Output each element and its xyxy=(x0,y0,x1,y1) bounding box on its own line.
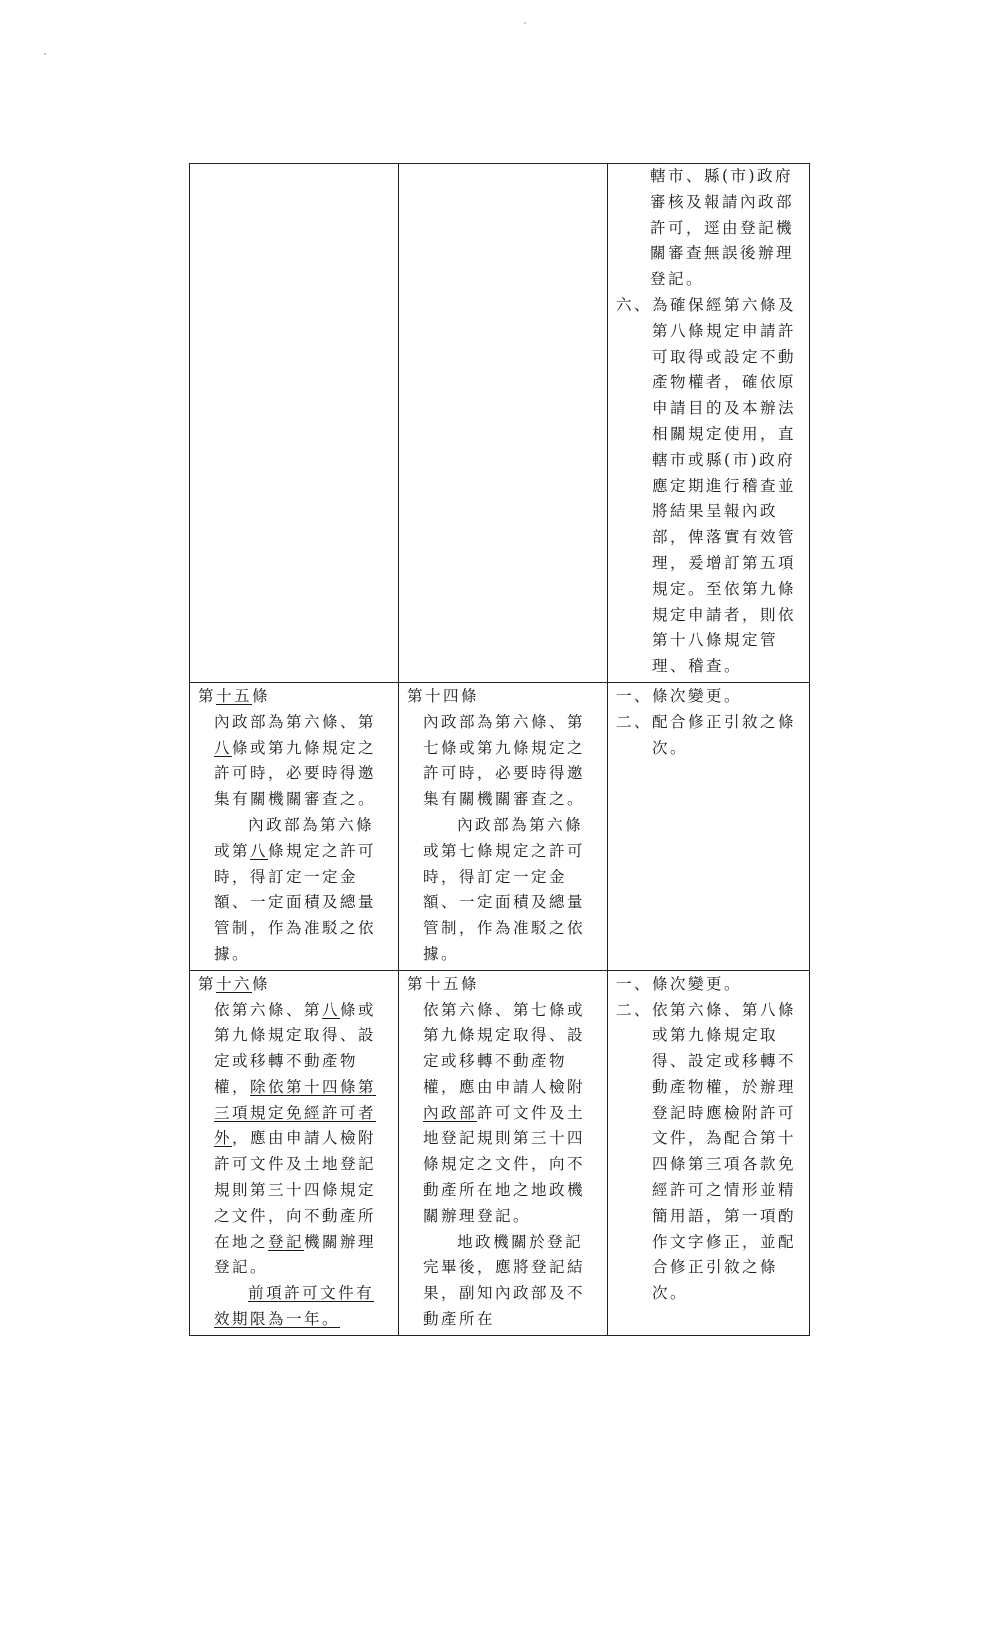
underlined-amendment: 八 xyxy=(214,738,233,757)
item-text: 依第六條、第八條或第九條規定取得、設定或移轉不動產物權，於辦理登記時應檢附許可文件，為配合第十四條第三項各款免經許可之情形並精簡用語，第一項酌作文字修正，並配合修正引敘之條次。 xyxy=(652,1000,797,1303)
item-number: 六、 xyxy=(616,295,653,314)
article-heading: 第十四條 xyxy=(407,686,480,705)
article-paragraph-1: 依第六條、第八條或第九條規定取得、設定或移轉不動產物權，除依第十四條第三項規定免經許可者外，應由申請人檢附許可文件及土地登記規則第三十四條規定之文件，向不動產所在地之登記機關辦理登記。 xyxy=(214,1000,377,1277)
explanation-cell xyxy=(608,970,810,1335)
article-heading: 第十五條 xyxy=(407,974,480,993)
amended-article-cell-empty xyxy=(190,164,399,683)
scan-speck xyxy=(524,22,526,24)
current-article-cell xyxy=(399,682,608,970)
article-paragraph-1: 內政部為第六條、第七條或第九條規定之許可時，必要時得邀集有關機關審查之。 xyxy=(423,712,586,809)
article-paragraph-2: 內政部為第六條或第七條規定之許可時，得訂定一定金額、一定面積及總量管制，作為准駁之依據。 xyxy=(423,815,586,963)
explanation-cell xyxy=(608,164,810,683)
current-article-cell xyxy=(399,970,608,1335)
underlined-amendment: 前項許可文件有效期限為一年。 xyxy=(214,1284,375,1329)
explanation-cell xyxy=(608,682,810,970)
item-number: 一、 xyxy=(616,686,653,705)
explanation-item xyxy=(616,684,803,710)
item-number: 二、 xyxy=(616,712,653,731)
item-number: 一、 xyxy=(616,974,653,993)
article-paragraph-2: 內政部為第六條或第八條規定之許可時，得訂定一定金額、一定面積及總量管制，作為准駁之依據。 xyxy=(214,815,377,963)
underlined-amendment: 八 xyxy=(322,1000,341,1019)
article-heading: 第十五條 xyxy=(198,686,271,705)
item-text: 配合修正引敘之條次。 xyxy=(652,712,797,757)
explanation-continuation: 轄市、縣(市)政府審核及報請內政部許可，逕由登記機關審查無誤後辦理登記。 xyxy=(650,167,795,289)
table-row xyxy=(190,682,810,970)
table-row xyxy=(190,970,810,1335)
article-paragraph-1: 內政部為第六條、第八條或第九條規定之許可時，必要時得邀集有關機關審查之。 xyxy=(214,712,377,809)
item-number: 二、 xyxy=(616,1000,653,1019)
explanation-item xyxy=(616,710,803,762)
amendment-comparison-table xyxy=(189,163,810,1336)
underlined-amendment: 八 xyxy=(250,841,269,860)
explanation-item xyxy=(616,972,803,998)
underlined-amendment: 登記 xyxy=(268,1232,305,1251)
article-paragraph-2: 地政機關於登記完畢後，應將登記結果，副知內政部及不動產所在 xyxy=(423,1232,586,1329)
scan-speck xyxy=(44,53,46,55)
table-row xyxy=(190,164,810,683)
explanation-item xyxy=(616,293,803,680)
article-paragraph-2 xyxy=(198,1281,392,1333)
underlined-amendment: 內政部 xyxy=(423,1103,478,1122)
article-paragraph-1: 依第六條、第七條或第九條規定取得、設定或移轉不動產物權，應由申請人檢附內政部許可文件及土地登記規則第三十四條規定之文件，向不動產所在地之地政機關辦理登記。 xyxy=(423,1000,586,1225)
article-heading: 第十六條 xyxy=(198,974,271,993)
current-article-cell-empty xyxy=(399,164,608,683)
item-text: 條次變更。 xyxy=(652,686,743,705)
underlined-amendment: 除依第十四條第三項規定免經許可者外 xyxy=(214,1077,377,1148)
item-text: 條次變更。 xyxy=(652,974,743,993)
amended-article-cell xyxy=(190,682,399,970)
amended-article-cell xyxy=(190,970,399,1335)
item-text: 為確保經第六條及第八條規定申請許可取得或設定不動產物權者，確依原申請目的及本辦法相關規定使用，直轄市或縣(市)政府應定期進行稽查並將結果呈報內政部，俾落實有效管理，爰增訂第五項規定。至依第九條規定申請者，則依第十八條規定管理、稽查。 xyxy=(652,295,797,676)
explanation-item xyxy=(616,998,803,1308)
